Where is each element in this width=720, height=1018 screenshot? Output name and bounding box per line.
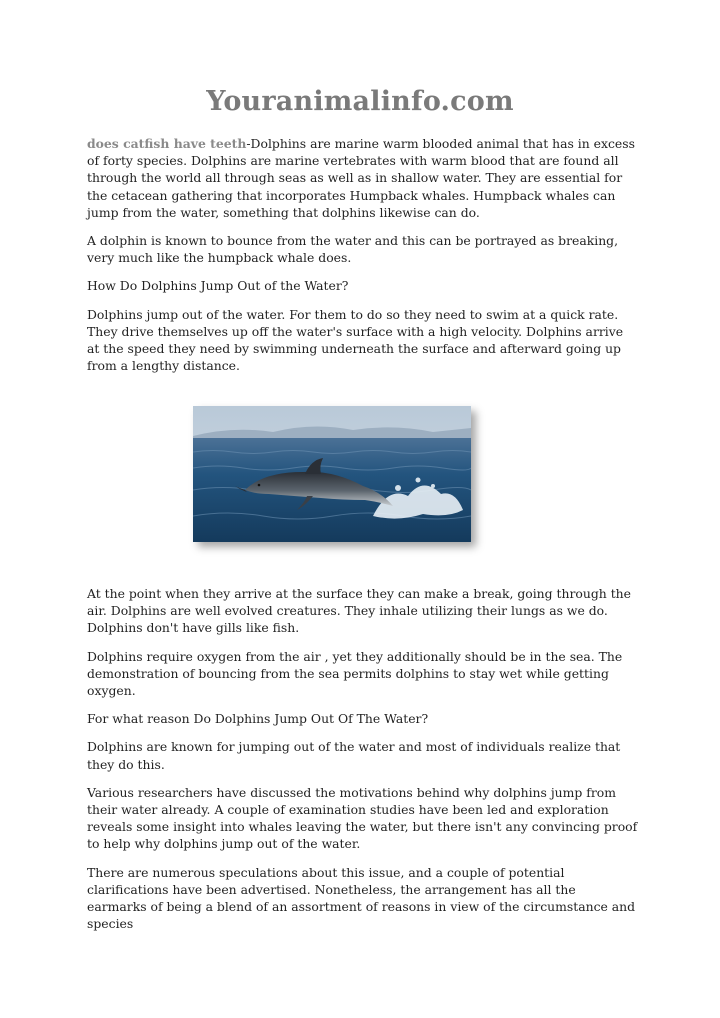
paragraph: Various researchers have discussed the motivations behind why dolphins jump from their water already. A couple of examination studies have been led and exploration reveals some insight into whales leaving the water, but there isn't any convincing proof to help why dolphins jump out of the water. [87,784,638,852]
site-title: Youranimalinfo.com [206,86,514,117]
paragraph: Dolphins jump out of the water. For them to do so they need to swim at a quick rate. They drive themselves up off the water's surface with a high velocity. Dolphins arrive at the speed they need by swimming underneath the surface and afterward going up from a lengthy distance. [87,306,624,374]
section-heading: For what reason Do Dolphins Jump Out Of The Water? [87,711,429,727]
article-top [87,135,639,385]
dolphin-photo [193,406,471,542]
intro-paragraph [87,135,639,221]
paragraph: Dolphins are known for jumping out of the water and most of individuals realize that they do this. [87,739,621,772]
catfish-teeth-link[interactable]: does catfish have teeth [87,136,247,151]
section-heading: How Do Dolphins Jump Out of the Water? [87,278,349,294]
dolphin-image [193,406,471,542]
paragraph: There are numerous speculations about this issue, and a couple of potential clarifications have been advertised. Nonetheless, the arrangement has all the earmarks of being a blend of an assortment of reasons in view of the circumstance and species [87,864,636,932]
intro-text: -Dolphins are marine warm blooded animal that has in excess of forty species. Dolphins are marine vertebrates with warm blood that are found all through the world all through seas as well as in shallow water. They are essential for the cetacean gathering that incorporates Humpback whales. Humpback whales can jump from the water, something that dolphins likewise can do. [87,136,635,220]
article-bottom [87,585,639,943]
paragraph: Dolphins require oxygen from the air , yet they additionally should be in the sea. The demonstration of bouncing from the sea permits dolphins to stay wet while getting oxygen. [87,648,623,699]
paragraph: A dolphin is known to bounce from the water and this can be portrayed as breaking, very much like the humpback whale does. [87,233,619,266]
paragraph: At the point when they arrive at the surface they can make a break, going through the air. Dolphins are well evolved creatures. They inhale utilizing their lungs as we do. Dolphins don't have gills like fish. [87,586,631,636]
